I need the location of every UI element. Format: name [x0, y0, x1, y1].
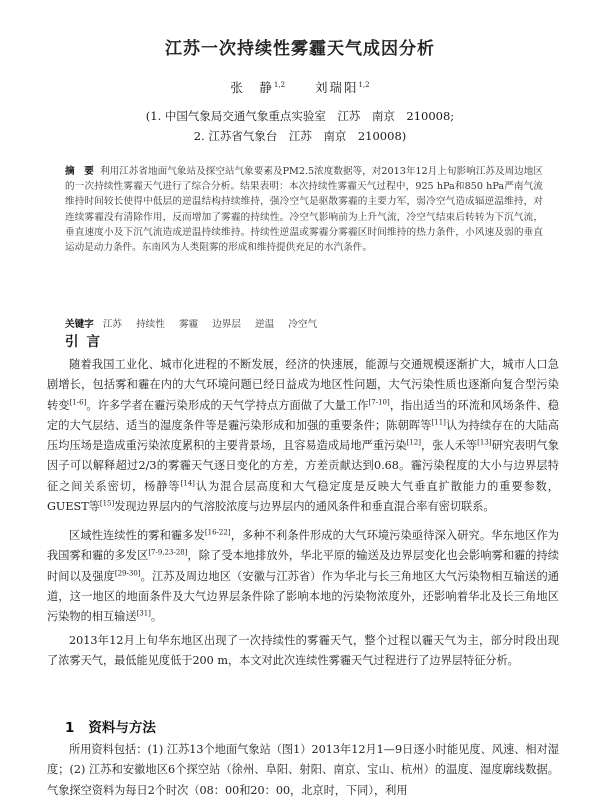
paragraph-text: ，指出适当的环流和风场条件、稳定的大气层结、适当的湿度条件等是霾污染形成和加强的重要条件；陈朝晖等 — [47, 398, 559, 432]
paragraph-text: 。许多学者在霾污染形成的天气学持点方面做了大量工作 — [86, 398, 369, 412]
keyword: 持续性 — [136, 319, 165, 330]
keyword: 冷空气 — [288, 319, 318, 330]
keyword: 边界层 — [212, 319, 241, 330]
methods-paragraph: 所用资料包括：(1) 江苏13个地面气象站（图1）2013年12月1—9日逐小时能见度、风速、相对湿度；(2) 江苏和安徽地区6个探空站（徐州、阜阳、射阳、南京、宝山、杭州）的温度、湿度廓线数据。气象探空资料为每日2个时次（08：00和20：00，北京时，下同），利用 — [47, 743, 559, 797]
affiliation-line: 2. 江苏省气象台 江苏 南京 210008) — [193, 129, 407, 143]
paragraph-text: 随着我国工业化、城市化进程的不断发展，经济的快速展，能源与交通规模逐渐扩大，城市人口急剧增长，包括雾和霾在内的大气环境问题已经日益成为地区性问题，大气污染性质也逐渐向复合型污染转变 — [47, 358, 559, 412]
keyword: 雾霾 — [178, 319, 199, 330]
citation: [7-10] — [368, 397, 390, 406]
intro-paragraph — [47, 355, 559, 517]
paper-title: 江苏一次持续性雾霾天气成因分析 — [165, 39, 435, 59]
paragraph-text: ，除了受本地排放外，华北平原的输送及边界层变化也会影响雾和霾的持续时间以及强度 — [47, 549, 559, 583]
abstract — [65, 164, 543, 255]
keyword: 逆温 — [255, 319, 275, 330]
author-name: 刘瑞阳 — [314, 80, 359, 95]
section-title: 资料与方法 — [88, 720, 156, 736]
intro-paragraph — [47, 631, 559, 672]
citation: [1-6] — [69, 397, 87, 406]
paragraph-text: 。江苏及周边地区（安徽与江苏省）作为华北与长三角地区大气污染物相互输送的通道，这一地区的地面条件及大气边界层条件除了影响本地的污染物浓度外，还影响着华北及长三角地区污染物的相互输送 — [47, 569, 559, 624]
paragraph-text: 。 — [150, 610, 163, 624]
citation: [11] — [431, 418, 446, 427]
affiliation-line: (1. 中国气象局交通气象重点实验室 江苏 南京 210008; — [145, 109, 455, 123]
paragraph-text: 发现边界层内的气溶胶浓度与边界层内的通风条件和垂直混合率有密切联系。 — [114, 500, 495, 514]
paragraph-text: ，张人禾等 — [420, 439, 478, 453]
citation: [31] — [136, 609, 151, 618]
keywords — [65, 316, 543, 330]
section-number: 1 — [65, 720, 75, 736]
citation: [13] — [477, 438, 492, 447]
paragraph-text: ，多种不利条件形成的大气环境污染亟待深入研究。华东地区作为我国雾和霾的多发区 — [47, 529, 559, 563]
paragraph-text: 区域性连续性的雾和霾多发 — [69, 529, 205, 542]
keywords-label: 关键字 — [65, 319, 94, 330]
citation: [16-22] — [204, 528, 231, 537]
abstract-label: 摘 要 — [65, 166, 94, 177]
citation: [12] — [406, 438, 421, 447]
intro-paragraph — [47, 526, 559, 627]
citation: [15] — [99, 499, 115, 508]
abstract-text: 利用江苏省地面气象站及探空站气象要素及PM2.5浓度数据等，对2013年12月上旬影响江苏及周边地区的一次持续性雾霾天气进行了综合分析。结果表明：本次持续性雾霾天气过程中，925 hPa和850 hPa严南气流维持时间较长使得中低层的逆温结构持续维持，强冷空气是驱散雾霾的主要力军，弱冷空气造成辐逆温维持，对连续雾霾没有清除作用，反而增加了雾霾的持续性。冷空气影响前为上升气流，冷空气结束后转转为下沉气流，垂直速度小及下沉气流造成逆温持续维持。持续性逆温或雾霾分雾霾区时间维持的热力条件，小风速及弱的垂直运动是动力条件。东南风为人类阻雾的形成和维持提供充足的水汽条件。 — [65, 166, 543, 254]
paragraph-text: 研究表明气象因子可以解释超过2/3的雾霾天气逐日变化的方差，方差贡献达到0.68。霾污染程度的大小与边界层特征之间关系密切，杨静等 — [47, 439, 559, 493]
keyword: 江苏 — [102, 319, 123, 330]
citation: [29-30] — [114, 568, 141, 577]
paragraph-text: 认为混合层高度和大气稳定度是反映大气垂直扩散能力的重要参数，GUEST等 — [47, 479, 559, 514]
author-affiliation-mark: 1,2 — [273, 80, 286, 89]
author-list — [0, 78, 600, 96]
author-name: 张 静 — [230, 80, 274, 95]
paragraph-text: 认为持续存在的大陆高压均压场是造成重污染浓度累积的主要背景场，且容易造成局地严重污染 — [47, 418, 559, 453]
section-heading-introduction: 引言 — [65, 334, 108, 350]
author-affiliation-mark: 1,2 — [358, 80, 370, 89]
section-heading-data-methods — [65, 716, 156, 736]
citation: [14] — [180, 479, 195, 488]
paragraph-text: 2013年12月上旬华东地区出现了一次持续性的雾霾天气，整个过程以霾天气为主，部分时段出现了浓雾天气，最低能见度低于200 m，本文对此次连续性雾霾天气过程进行了边界层特征分析。 — [47, 634, 559, 668]
citation: [7-9,23-28] — [148, 548, 188, 557]
